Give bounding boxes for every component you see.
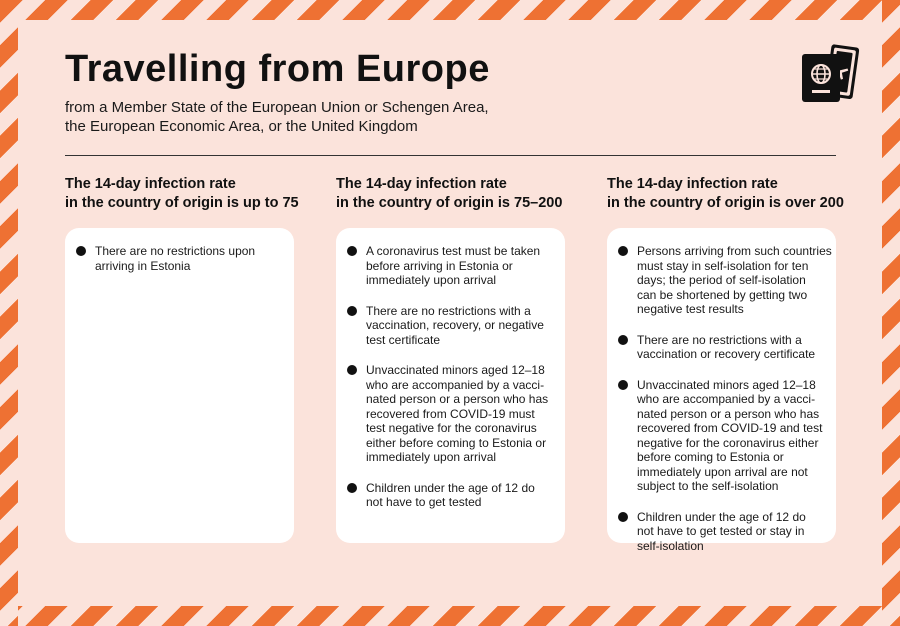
column-heading-over-200 <box>607 175 847 213</box>
rule-line: immediately upon arrival <box>366 450 497 464</box>
heading-line: The 14-day infection rate <box>65 176 236 192</box>
column-heading-up-to-75 <box>65 175 305 213</box>
rule-line: vaccination, recovery, or negative <box>366 318 544 332</box>
rule-line: Unvaccinated minors aged 12–18 <box>637 377 816 392</box>
rule-line: recovered from COVID-19 must <box>366 406 535 421</box>
rule-line: Children under the age of 12 do <box>637 509 806 524</box>
subtitle-line: the European Economic Area, or the United Kingdom <box>65 118 418 135</box>
heading-line: in the country of origin is up to 75 <box>65 195 299 211</box>
rule-line: days; the period of self-isolation <box>637 273 806 287</box>
rule-line: not have to get tested or stay in <box>637 524 805 538</box>
rule-line: arriving in Estonia <box>95 258 191 273</box>
rule-line: There are no restrictions with a <box>637 332 802 347</box>
rule-item <box>637 244 832 317</box>
rule-line: can be shortened by getting two <box>637 287 808 302</box>
rules-card-up-to-75 <box>65 228 294 543</box>
rules-list <box>95 244 280 273</box>
rule-line: test certificate <box>366 332 441 347</box>
rule-line: nated person or a person who has <box>637 406 820 421</box>
border-stripe-top <box>0 0 900 20</box>
header-divider <box>65 155 836 156</box>
rule-item <box>366 481 551 510</box>
passport-icon <box>800 42 860 104</box>
rule-line: Children under the age of 12 do <box>366 480 535 495</box>
column-heading-75-200 <box>336 175 576 213</box>
rule-line: immediately upon arrival <box>366 273 497 287</box>
rule-line: nated person or a person who has <box>366 392 549 406</box>
rule-line: A coronavirus test must be taken <box>366 244 541 258</box>
rule-line: test negative for the coronavirus <box>366 421 537 435</box>
rule-line: not have to get tested <box>366 495 482 509</box>
rule-line: who are accompanied by a vacci- <box>366 377 545 392</box>
rule-item <box>637 378 822 494</box>
border-stripe-left <box>0 0 18 626</box>
rule-item <box>366 304 551 348</box>
border-stripe-bottom <box>0 606 900 626</box>
rule-item <box>366 244 551 288</box>
heading-line: The 14-day infection rate <box>336 176 507 192</box>
subtitle-line: from a Member State of the European Union or Schengen Area, <box>65 99 489 116</box>
rule-line: negative for the coronavirus either <box>637 435 819 450</box>
rule-line: vaccination or recovery certificate <box>637 347 816 361</box>
rule-line: either before coming to Estonia or <box>366 435 547 450</box>
rule-line: recovered from COVID-19 and test <box>637 421 823 435</box>
rule-line: subject to the self-isolation <box>637 479 779 493</box>
rule-line: There are no restrictions with a <box>366 303 531 318</box>
rule-line: There are no restrictions upon <box>95 244 256 258</box>
rule-item <box>637 333 822 362</box>
page-title: Travelling from Europe <box>65 48 490 90</box>
heading-line: in the country of origin is over 200 <box>607 195 844 211</box>
rule-line: before coming to Estonia or <box>637 450 784 464</box>
page-subtitle <box>65 98 665 136</box>
rule-item <box>366 363 551 465</box>
heading-line: in the country of origin is 75–200 <box>336 195 563 211</box>
heading-line: The 14-day infection rate <box>607 176 778 192</box>
rule-line: negative test results <box>637 302 744 316</box>
rule-line: before arriving in Estonia or <box>366 258 513 273</box>
rules-list <box>366 244 551 510</box>
rule-line: who are accompanied by a vacci- <box>637 392 816 406</box>
rule-line: Unvaccinated minors aged 12–18 <box>366 363 545 377</box>
rule-line: self-isolation <box>637 538 704 553</box>
rule-item <box>637 510 822 554</box>
rule-line: Persons arriving from such countries <box>637 244 832 258</box>
rules-list <box>637 244 832 553</box>
border-stripe-right <box>882 0 900 626</box>
rule-line: must stay in self-isolation for ten <box>637 258 809 273</box>
rule-item <box>95 244 280 273</box>
rule-line: immediately upon arrival are not <box>637 464 808 479</box>
rules-card-over-200 <box>607 228 836 553</box>
rules-card-75-200 <box>336 228 565 543</box>
